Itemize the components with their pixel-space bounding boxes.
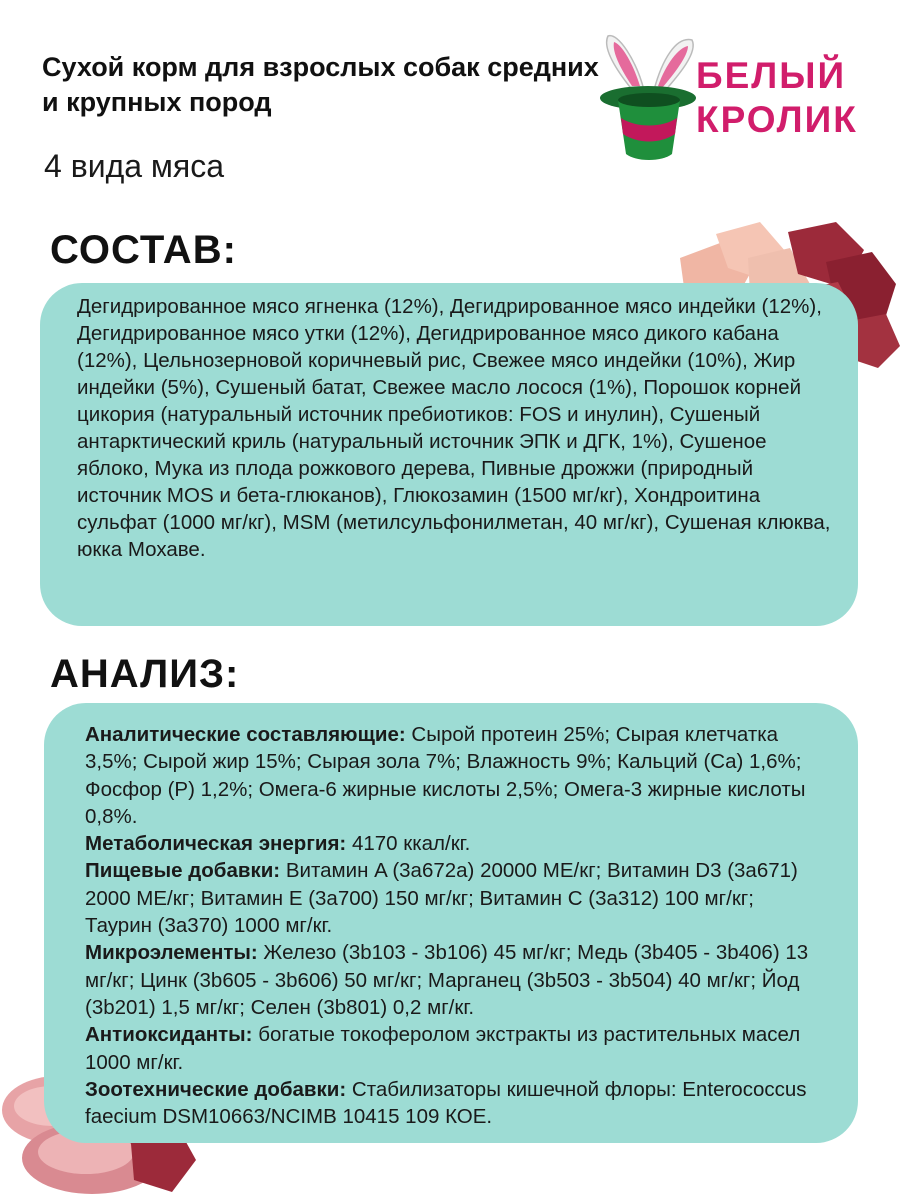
analysis-section bbox=[85, 1021, 825, 1076]
brand-logo bbox=[596, 30, 886, 165]
analysis-value: 4170 ккал/кг. bbox=[346, 832, 471, 856]
analysis-value: Сырой протеин 25%; Сырая клетчатка 3,5%; Сырой жир 15%; Сырая зола 7%; Влажность 9%; Кальций (Ca) 1,6%; Фосфор (P) 1,2%; Омега-6 жирные кислоты 2,5%; Омега-3 жирные кислоты 0,8%. bbox=[85, 723, 806, 828]
analysis-section bbox=[85, 857, 825, 939]
analysis-section bbox=[85, 830, 825, 857]
analysis-label: Антиоксиданты: bbox=[85, 1023, 253, 1047]
analysis-label: Аналитические составляющие: bbox=[85, 723, 406, 746]
analysis-label: Микроэлементы: bbox=[85, 941, 258, 965]
analysis-section bbox=[85, 1076, 825, 1131]
analysis-section bbox=[85, 721, 825, 830]
brand-line-2: КРОЛИК bbox=[696, 99, 858, 140]
analysis-value: Железо (3b103 - 3b106) 45 мг/кг; Медь (3b405 - 3b406) 13 мг/кг; Цинк (3b605 - 3b606) 50 мг/кг; Марганец (3b503 - 3b504) 40 мг/кг; Йод (3b201) 1,5 мг/кг; Селен (3b801) 0,2 мг/кг. bbox=[85, 941, 809, 1019]
brand-name bbox=[696, 54, 858, 142]
analysis-label: Зоотехнические добавки: bbox=[85, 1077, 347, 1101]
rabbit-hat-icon bbox=[596, 30, 706, 165]
composition-heading: СОСТАВ: bbox=[50, 228, 237, 272]
analysis-value: Стабилизаторы кишечной флоры: Enterococcus faecium DSM10663/NCIMB 10415 109 КОЕ. bbox=[85, 1077, 807, 1129]
brand-line-1: БЕЛЫЙ bbox=[696, 55, 847, 96]
analysis-label: Пищевые добавки: bbox=[85, 859, 281, 883]
product-title: Сухой корм для взрослых собак средних и крупных пород bbox=[42, 52, 599, 117]
analysis-value: богатые токоферолом экстракты из растительных масел 1000 мг/кг. bbox=[85, 1023, 801, 1074]
composition-text: Дегидрированное мясо ягненка (12%), Дегидрированное мясо индейки (12%), Дегидрированное мясо утки (12%), Дегидрированное мясо дикого кабана (12%), Цельнозерновой коричневый рис, Свежее мясо индейки (10%), Жир индейки (5%), Сушеный батат, Свежее масло лосося (1%), Порошок корней цикория (натуральный источник пребиотиков: FOS и инулин), Сушеный антарктический криль (натуральный источник ЭПК и ДГК, 1%), Сушеное яблоко, Мука из плода рожкового дерева, Пивные дрожжи (природный источник MOS и бета-глюканов), Глюкозамин (1500 мг/кг), Хондроитина сульфат (1000 мг/кг), MSM (метилсульфонилметан, 40 мг/кг), Сушеная клюква, юкка Мохаве. bbox=[77, 295, 831, 561]
analysis-value: Витамин A (3a672a) 20000 МЕ/кг; Витамин D3 (3a671) 2000 МЕ/кг; Витамин E (3a700) 150 мг/кг; Витамин C (3a312) 100 мг/кг; Таурин (3a370) 1000 мг/кг. bbox=[85, 859, 798, 938]
product-subtitle: 4 вида мяса bbox=[44, 148, 225, 184]
analysis-text bbox=[85, 721, 825, 1130]
analysis-section bbox=[85, 939, 825, 1021]
analysis-label: Метаболическая энергия: bbox=[85, 832, 347, 856]
analysis-heading: АНАЛИЗ: bbox=[50, 652, 240, 696]
